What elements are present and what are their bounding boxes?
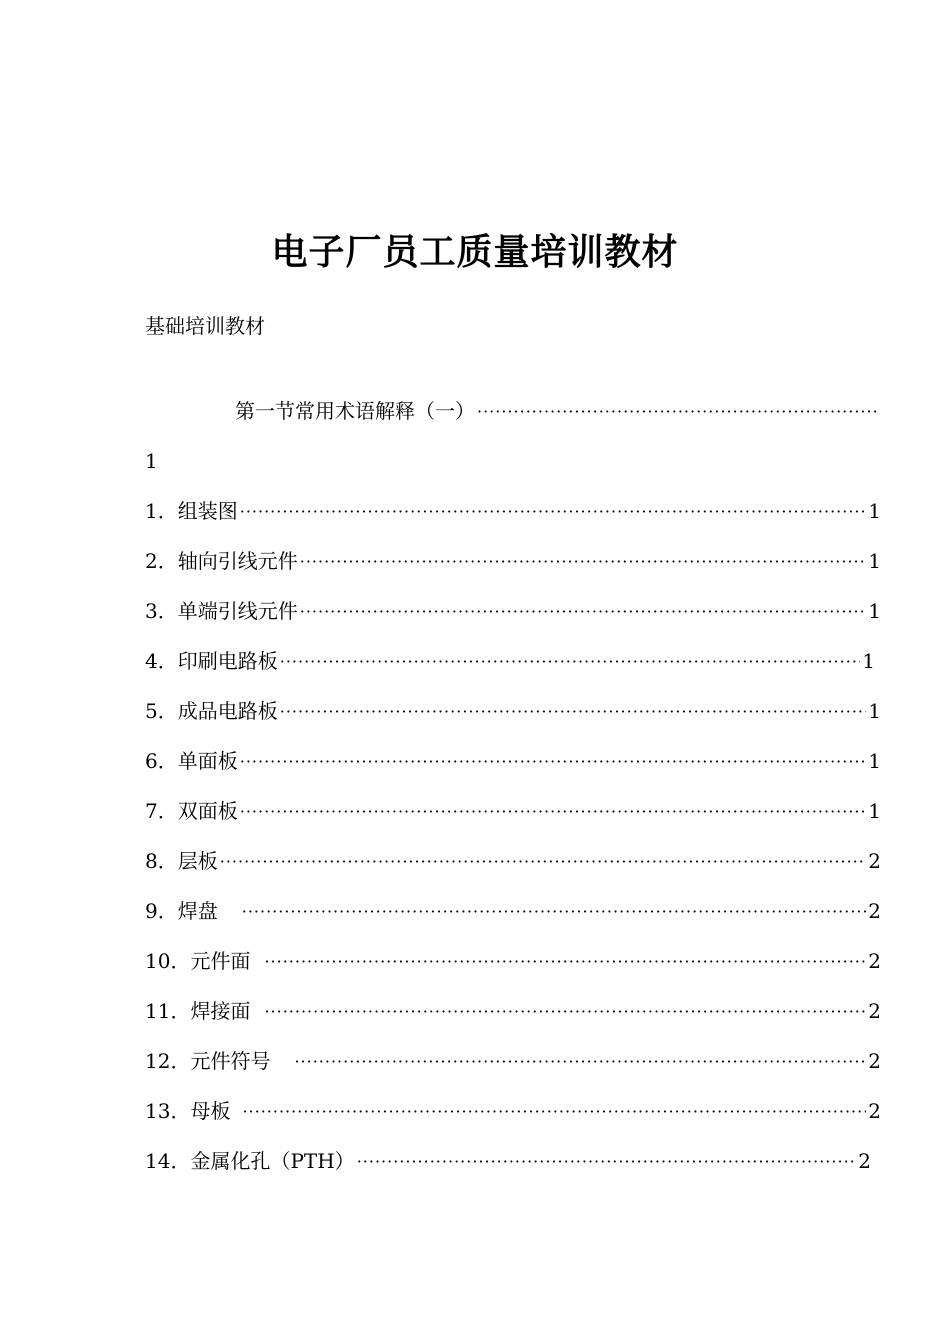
toc-item[interactable] [145, 746, 881, 776]
toc-item-page: 1 [862, 649, 875, 673]
toc-leader-dots [242, 896, 867, 926]
toc-item[interactable] [145, 946, 881, 976]
toc-item-label: 2．轴向引线元件 [145, 549, 298, 573]
toc-item-page: 1 [868, 549, 881, 573]
toc-leader-dots [240, 496, 867, 526]
toc-item-page: 2 [868, 999, 881, 1023]
toc-item-label: 12．元件符号 [145, 1049, 271, 1073]
toc-item-page: 2 [868, 1049, 881, 1073]
toc-leader-dots [240, 746, 867, 776]
toc-item[interactable] [145, 646, 875, 676]
toc-item[interactable] [145, 696, 881, 726]
toc-item-page: 2 [868, 949, 881, 973]
toc-item-label: 9．焊盘 [145, 899, 218, 923]
toc-leader-dots [357, 1146, 857, 1176]
toc-item-page: 1 [868, 599, 881, 623]
toc-item-label: 3．单端引线元件 [145, 599, 298, 623]
toc-item-page: 1 [868, 749, 881, 773]
toc-leader-dots [294, 1046, 866, 1076]
toc-item[interactable] [145, 996, 881, 1026]
toc-item-label: 10．元件面 [145, 949, 251, 973]
toc-item-page: 2 [868, 899, 881, 923]
toc-section-page-number: 1 [145, 449, 158, 473]
toc-item[interactable] [145, 846, 881, 876]
toc-leader-dots [300, 546, 867, 576]
toc-section-label: 第一节常用术语解释（一） [235, 399, 475, 423]
toc-item-label: 4．印刷电路板 [145, 649, 278, 673]
toc-item[interactable] [145, 496, 881, 526]
toc-item-label: 8．层板 [145, 849, 218, 873]
toc-leader-dots [240, 796, 867, 826]
toc-item-page: 1 [868, 499, 881, 523]
toc-item[interactable] [145, 896, 881, 926]
toc-leader-dots [220, 846, 867, 876]
toc-item-label: 14．金属化孔（PTH） [145, 1149, 355, 1173]
page-title: 电子厂员工质量培训教材 [271, 232, 679, 273]
toc-item-page: 2 [868, 1099, 881, 1123]
toc-item[interactable] [145, 596, 881, 626]
toc-item[interactable] [145, 796, 881, 826]
toc-leader-dots [242, 1096, 866, 1126]
toc-item-page: 2 [868, 849, 881, 873]
toc-leader-dots [264, 996, 866, 1026]
toc-item-page: 2 [858, 1149, 871, 1173]
toc-item[interactable] [145, 1096, 881, 1126]
toc-item[interactable] [145, 546, 881, 576]
toc-item-label: 11．焊接面 [145, 999, 251, 1023]
toc-item-label: 5．成品电路板 [145, 699, 278, 723]
document-subtitle: 基础培训教材 [145, 314, 265, 338]
toc-item-label: 1．组装图 [145, 499, 238, 523]
toc-leader-dots [280, 646, 861, 676]
toc-item-page: 1 [868, 799, 881, 823]
toc-item-page: 1 [868, 699, 881, 723]
toc-item-label: 7．双面板 [145, 799, 238, 823]
toc-item[interactable] [145, 1046, 881, 1076]
toc-leader-dots [300, 596, 867, 626]
toc-item-label: 13．母板 [145, 1099, 231, 1123]
toc-leader-dots [280, 696, 867, 726]
toc-leader-dots [264, 946, 866, 976]
toc-section-heading[interactable] [235, 396, 881, 426]
toc-item-label: 6．单面板 [145, 749, 238, 773]
toc-leader-dots [477, 396, 879, 426]
toc-item[interactable] [145, 1146, 871, 1176]
